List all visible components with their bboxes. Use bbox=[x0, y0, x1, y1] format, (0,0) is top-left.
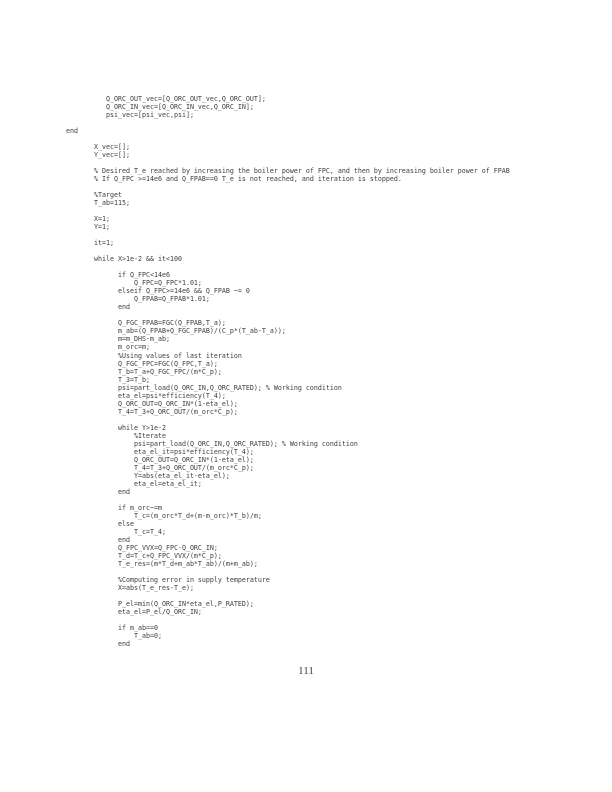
code-line: T_c=T_4; bbox=[66, 527, 166, 536]
code-line: elseif Q_FPC>=14e6 && Q_FPAB ~= 0 bbox=[66, 287, 250, 296]
code-line: end bbox=[66, 303, 130, 312]
code-line bbox=[66, 231, 510, 239]
code-line: Q_ORC_IN_vec=[Q_ORC_IN_vec,Q_ORC_IN]; bbox=[66, 103, 254, 112]
code-line: T_ab=115; bbox=[66, 199, 130, 208]
code-line: while X>1e-2 && it<100 bbox=[66, 255, 182, 264]
code-line: else bbox=[66, 519, 134, 528]
code-line bbox=[66, 616, 510, 624]
code-line bbox=[66, 247, 510, 255]
code-line: % Desired T_e reached by increasing the boiler power of FPC, and then by increasing boiler power of FPAB bbox=[66, 167, 510, 176]
code-line: X=1; bbox=[66, 215, 110, 224]
code-listing bbox=[66, 95, 510, 648]
code-line: T_ab=0; bbox=[66, 632, 162, 641]
code-line: m=m_DHS-m_ab; bbox=[66, 335, 170, 344]
code-line: psi_vec=[psi_vec,psi]; bbox=[66, 111, 194, 120]
code-line bbox=[66, 207, 510, 215]
code-line: psi=part_load(Q_ORC_IN,Q_ORC_RATED); % Working condition bbox=[66, 383, 342, 392]
code-line bbox=[66, 263, 510, 271]
code-line: Q_FPC_VVX=Q_FPC-Q_ORC_IN; bbox=[66, 543, 218, 552]
code-line: T_d=T_c+Q_FPC_VVX/(m*C_p); bbox=[66, 551, 222, 560]
code-line bbox=[66, 119, 510, 127]
code-line bbox=[66, 568, 510, 576]
code-line: Q_ORC_OUT=Q_ORC_IN*(1-eta_el); bbox=[66, 455, 254, 464]
code-line bbox=[66, 592, 510, 600]
code-line: eta_el=eta_el_it; bbox=[66, 479, 202, 488]
code-line: P_el=min(Q_ORC_IN*eta_el,P_RATED); bbox=[66, 599, 254, 608]
code-line bbox=[66, 416, 510, 424]
code-line: if Q_FPC<14e6 bbox=[66, 271, 170, 280]
code-line: X=abs(T_e_res-T_e); bbox=[66, 583, 194, 592]
code-line: T_b=T_a+Q_FGC_FPC/(m*C_p); bbox=[66, 367, 222, 376]
code-line: if m_ab==0 bbox=[66, 624, 158, 633]
code-line: end bbox=[66, 127, 78, 136]
code-line: end bbox=[66, 535, 130, 544]
code-line: m_orc=m; bbox=[66, 343, 150, 352]
code-line: Q_ORC_OUT=Q_ORC_IN*(1-eta_el); bbox=[66, 399, 238, 408]
code-line: Q_FPAB=Q_FPAB*1.01; bbox=[66, 295, 210, 304]
code-line: %Using values of last iteration bbox=[66, 351, 242, 360]
code-line: Q_FPC=Q_FPC*1.01; bbox=[66, 279, 202, 288]
code-line: it=1; bbox=[66, 239, 114, 248]
code-line: T_4=T_3+Q_ORC_OUT/(m_orc*C_p); bbox=[66, 407, 238, 416]
code-line bbox=[66, 496, 510, 504]
code-line: % If Q_FPC >=14e6 and Q_FPAB==0 T_e is not reached, and iteration is stopped. bbox=[66, 175, 402, 184]
code-line: %Target bbox=[66, 191, 122, 200]
code-line: eta_el_it=psi*efficiency(T_4); bbox=[66, 447, 254, 456]
code-line: T_c=(m_orc*T_d+(m-m_orc)*T_b)/m; bbox=[66, 511, 262, 520]
code-line: %Iterate bbox=[66, 431, 166, 440]
code-line bbox=[66, 183, 510, 191]
code-line: Q_FGC_FPAB=FGC(Q_FPAB,T_a); bbox=[66, 319, 226, 328]
code-line: T_3=T_b; bbox=[66, 375, 150, 384]
code-line: Y=abs(eta_el_it-eta_el); bbox=[66, 471, 230, 480]
code-line bbox=[66, 135, 510, 143]
code-line: end bbox=[66, 487, 130, 496]
page-number: 111 bbox=[298, 665, 314, 677]
code-line: m_ab=(Q_FPAB+Q_FGC_FPAB)/(C_p*(T_ab-T_a)); bbox=[66, 327, 286, 336]
code-line: eta_el=psi*efficiency(T_4); bbox=[66, 391, 226, 400]
code-line: end bbox=[66, 640, 130, 649]
code-line: eta_el=P_el/Q_ORC_IN; bbox=[66, 608, 202, 616]
code-line: while Y>1e-2 bbox=[66, 423, 166, 432]
code-line bbox=[66, 159, 510, 167]
code-line: X_vec=[]; bbox=[66, 143, 130, 152]
code-line: Y_vec=[]; bbox=[66, 151, 130, 160]
code-line: psi=part_load(Q_ORC_IN,Q_ORC_RATED); % Working condition bbox=[66, 439, 358, 448]
code-line bbox=[66, 311, 510, 319]
code-line: Q_ORC_OUT_vec=[Q_ORC_OUT_vec,Q_ORC_OUT]; bbox=[66, 95, 266, 103]
code-line: Q_FGC_FPC=FGC(Q_FPC,T_a); bbox=[66, 359, 218, 368]
code-line: %Computing error in supply temperature bbox=[66, 575, 270, 584]
code-line: T_e_res=(m*T_d+m_ab*T_ab)/(m+m_ab); bbox=[66, 559, 258, 568]
code-line: T_4=T_3+Q_ORC_OUT/(m_orc*C_p); bbox=[66, 463, 254, 472]
code-line: if m_orc~=m bbox=[66, 503, 162, 512]
code-line: Y=1; bbox=[66, 223, 110, 232]
